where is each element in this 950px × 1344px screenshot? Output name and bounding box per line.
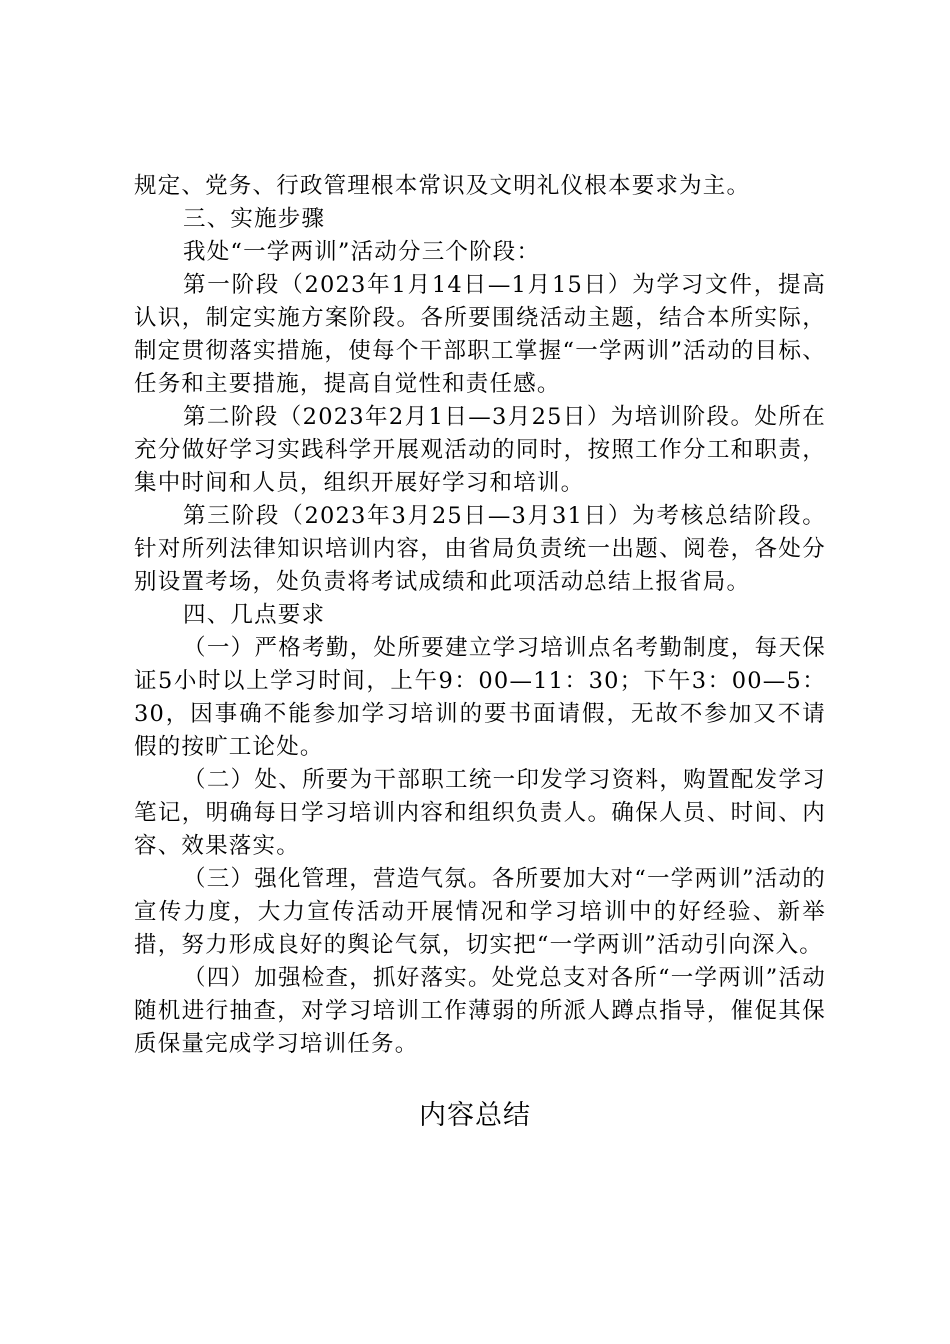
paragraph-stage-one: 第一阶段（2023年1月14日—1月15日）为学习文件，提高认识，制定实施方案阶段。各所要围绕活动主题，结合本所实际，制定贯彻落实措施，使每个干部职工掌握“一学两训”活动的目标、任务和主要措施，提高自觉性和责任感。 xyxy=(134,272,826,397)
paragraph-requirement-four: （四）加强检查，抓好落实。处党总支对各所“一学两训”活动随机进行抽查，对学习培训工作薄弱的所派人蹲点指导，催促其保质保量完成学习培训任务。 xyxy=(134,965,826,1057)
paragraph-requirement-three: （三）强化管理，营造气氛。各所要加大对“一学两训”活动的宣传力度，大力宣传活动开展情况和学习培训中的好经验、新举措，努力形成良好的舆论气氛，切实把“一学两训”活动引向深入。 xyxy=(134,866,826,958)
paragraph-stage-three: 第三阶段（2023年3月25日—3月31日）为考核总结阶段。针对所列法律知识培训内容，由省局负责统一出题、阅卷，各处分别设置考场，处负责将考试成绩和此项活动总结上报省局。 xyxy=(134,503,826,595)
paragraph-continuation: 规定、党务、行政管理根本常识及文明礼仪根本要求为主。 xyxy=(134,173,751,199)
paragraph-stage-two: 第二阶段（2023年2月1日—3月25日）为培训阶段。处所在充分做好学习实践科学开展观活动的同时，按照工作分工和职责，集中时间和人员，组织开展好学习和培训。 xyxy=(134,404,826,496)
section-heading-implementation-steps: 三、实施步骤 xyxy=(183,206,326,232)
document-body xyxy=(134,170,826,1061)
paragraph-requirement-two: （二）处、所要为干部职工统一印发学习资料，购置配发学习笔记，明确每日学习培训内容和组织负责人。确保人员、时间、内容、效果落实。 xyxy=(134,767,826,859)
section-heading-requirements: 四、几点要求 xyxy=(183,602,326,628)
summary-title: 内容总结 xyxy=(419,1100,531,1131)
paragraph-requirement-one: （一）严格考勤，处所要建立学习培训点名考勤制度，每天保证5小时以上学习时间，上午9：00—11：30；下午3：00—5：30，因事确不能参加学习培训的要书面请假，无故不参加又不请假的按旷工论处。 xyxy=(134,635,826,760)
paragraph-three-stages: 我处“一学两训”活动分三个阶段： xyxy=(183,239,541,265)
